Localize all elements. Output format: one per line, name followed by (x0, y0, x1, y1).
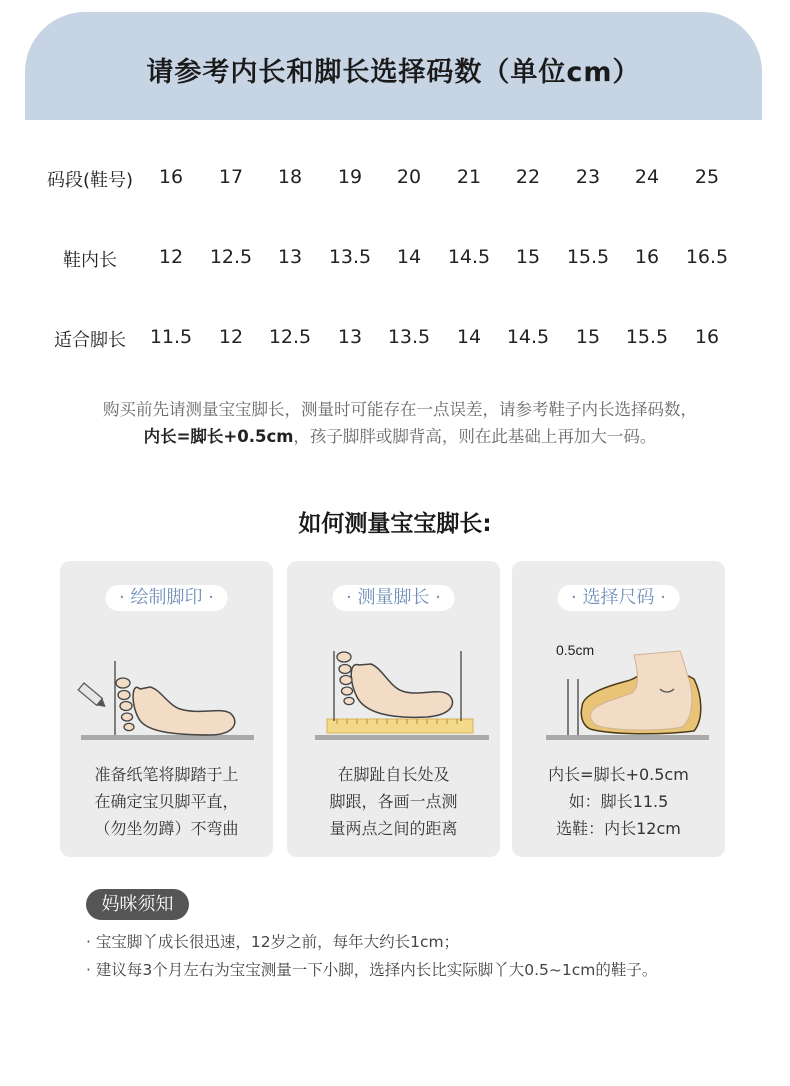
table-cell: 14 (396, 246, 422, 268)
header-banner (25, 12, 762, 120)
table-cell: 13.5 (387, 326, 431, 348)
foot-shape (133, 687, 235, 735)
table-cell: 25 (694, 166, 720, 188)
step-card-measure-length (287, 561, 500, 857)
ruler-icon (327, 719, 473, 733)
table-row (30, 158, 770, 198)
table-cell: 14.5 (506, 326, 550, 348)
table-cell: 14.5 (447, 246, 491, 268)
row-label: 鞋内长 (63, 250, 117, 271)
row-label: 码段(鞋号) (46, 170, 134, 191)
table-cell: 16 (158, 166, 184, 188)
step-line: 选鞋：内长12cm (556, 819, 681, 838)
table-cell: 16 (694, 326, 720, 348)
step-line: 在脚趾自长处及 (337, 765, 450, 784)
table-cell: 13.5 (328, 246, 372, 268)
table-cell: 12 (158, 246, 184, 268)
shoe-fit-illustration (512, 631, 725, 741)
tips-badge: 妈咪须知 (86, 889, 189, 920)
howto-heading: 如何测量宝宝脚长: (298, 511, 492, 537)
table-cell: 19 (337, 166, 363, 188)
step-pill: · 测量脚长 · (332, 585, 455, 611)
floor-line (546, 735, 709, 740)
page-title: 请参考内长和脚长选择码数（单位cm） (146, 57, 641, 88)
pencil-icon (78, 683, 108, 710)
step-line: 在确定宝贝脚平直， (94, 792, 239, 811)
note-line-2-rest: ，孩子脚胖或脚背高，则在此基础上再加大一码。 (293, 427, 657, 446)
step-description (60, 761, 273, 842)
step-card-draw-footprint (60, 561, 273, 857)
floor-line (315, 735, 489, 740)
note-line-1: 购买前先请测量宝宝脚长，测量时可能存在一点误差，请参考鞋子内长选择码数， (103, 400, 697, 419)
step-pill: · 选择尺码 · (557, 585, 680, 611)
note-line-2 (35, 423, 765, 450)
footprint-illustration (60, 631, 273, 741)
foot-shape (351, 664, 452, 717)
step-line: 准备纸笔将脚踏于上 (94, 765, 239, 784)
table-cell: 23 (575, 166, 601, 188)
step-line: 量两点之间的距离 (329, 819, 458, 838)
row-label: 适合脚长 (54, 330, 126, 351)
step-line: （勿坐勿蹲）不弯曲 (94, 819, 239, 838)
floor-line (81, 735, 254, 740)
tip-item: · 建议每3个月左右为宝宝测量一下小脚，选择内长比实际脚丫大0.5~1cm的鞋子。 (86, 961, 658, 979)
table-cell: 21 (456, 166, 482, 188)
tip-item: · 宝宝脚丫成长很迅速，12岁之前，每年大约长1cm； (86, 933, 460, 951)
table-cell: 17 (218, 166, 244, 188)
sizing-note (35, 396, 765, 450)
table-row (30, 238, 770, 278)
table-cell: 12 (218, 326, 244, 348)
table-cell: 15 (575, 326, 601, 348)
gap-label: 0.5cm (556, 642, 595, 658)
table-cell: 15.5 (566, 246, 610, 268)
step-description (512, 761, 725, 842)
table-cell: 16 (634, 246, 660, 268)
table-cell: 13 (337, 326, 363, 348)
table-row (30, 318, 770, 358)
note-formula: 内长=脚长+0.5cm (143, 427, 294, 446)
step-line: 如：脚长11.5 (568, 792, 669, 811)
table-cell: 15 (515, 246, 541, 268)
step-card-choose-size (512, 561, 725, 857)
table-cell: 14 (456, 326, 482, 348)
table-cell: 22 (515, 166, 541, 188)
table-cell: 12.5 (268, 326, 312, 348)
table-cell: 16.5 (685, 246, 729, 268)
tips-list (86, 928, 657, 984)
step-line: 脚跟，各画一点测 (329, 792, 458, 811)
measure-illustration (287, 631, 500, 741)
step-description (287, 761, 500, 842)
table-cell: 24 (634, 166, 660, 188)
table-cell: 11.5 (149, 326, 193, 348)
step-line: 内长=脚长+0.5cm (548, 765, 689, 784)
step-pill: · 绘制脚印 · (105, 585, 228, 611)
table-cell: 13 (277, 246, 303, 268)
table-cell: 15.5 (625, 326, 669, 348)
table-cell: 18 (277, 166, 303, 188)
table-cell: 20 (396, 166, 422, 188)
table-cell: 12.5 (209, 246, 253, 268)
